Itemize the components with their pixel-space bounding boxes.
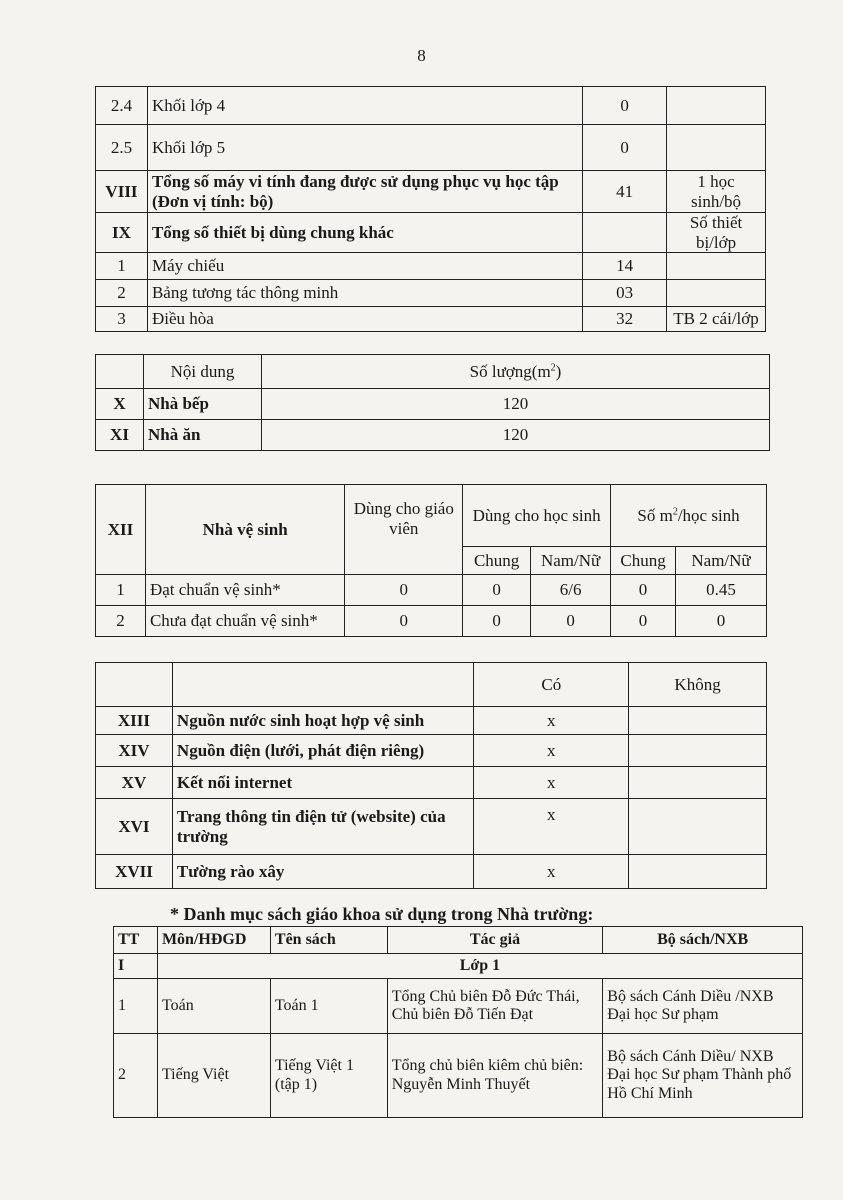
cell-no [629, 735, 767, 767]
row-value: 14 [583, 253, 667, 280]
per-student-suffix: /học sinh [677, 505, 740, 525]
header-title: Nhà vệ sinh [145, 485, 344, 575]
row-number: XIV [96, 735, 173, 767]
row-label: Nhà ăn [144, 420, 262, 451]
row-label: Bảng tương tác thông minh [147, 280, 582, 307]
header-no: Không [629, 663, 767, 707]
row-value: 03 [583, 280, 667, 307]
row-note: 1 học sinh/bộ [667, 171, 766, 213]
header-per-student [611, 485, 767, 547]
cell-per-gender: 0 [676, 606, 767, 637]
facility-table [95, 662, 767, 889]
page-number: 8 [417, 46, 426, 65]
row-value: 41 [583, 171, 667, 213]
row-number: X [96, 389, 144, 420]
sub-gender: Nam/Nữ [531, 547, 611, 575]
table-row [96, 799, 767, 855]
cell-author: Tổng chủ biên kiêm chủ biên: Nguyễn Minh Thuyết [387, 1034, 603, 1118]
row-number: 1 [96, 253, 148, 280]
row-label: Nguồn nước sinh hoạt hợp vệ sinh [172, 707, 474, 735]
group-number: I [114, 954, 158, 979]
cell-student-gender: 6/6 [531, 575, 611, 606]
col-header: TT [114, 927, 158, 954]
row-number: 2.4 [96, 87, 148, 125]
toilet-table [95, 484, 767, 637]
header-teachers: Dùng cho giáo viên [345, 485, 463, 575]
textbook-heading: * Danh mục sách giáo khoa sử dụng trong Nhà trường: [170, 904, 594, 924]
cell-no [629, 707, 767, 735]
row-note [667, 280, 766, 307]
table-row [96, 389, 770, 420]
row-label: Kết nối internet [172, 767, 474, 799]
cell-teacher: 0 [345, 606, 463, 637]
row-number: VIII [96, 171, 148, 213]
row-label: Tường rào xây [172, 855, 474, 889]
header-label [172, 663, 474, 707]
sub-common: Chung [463, 547, 531, 575]
col-header: Môn/HĐGD [157, 927, 270, 954]
header-quantity-sup: 2 [550, 362, 556, 374]
cell-student-common: 0 [463, 606, 531, 637]
cell-subject: Toán [157, 979, 270, 1034]
row-label: Tổng số thiết bị dùng chung khác [147, 213, 582, 253]
row-number: 1 [114, 979, 158, 1034]
per-student-sup: 2 [672, 506, 678, 518]
cell-no [629, 767, 767, 799]
table-row [96, 307, 766, 332]
header-students: Dùng cho học sinh [463, 485, 611, 547]
col-header: Tác giả [387, 927, 603, 954]
table-row [96, 575, 767, 606]
row-label: Máy chiếu [147, 253, 582, 280]
table-row [96, 707, 767, 735]
header-quantity-text: Số lượng(m [469, 361, 551, 381]
row-value [583, 213, 667, 253]
textbook-table [113, 926, 803, 1118]
cell-yes: x [474, 767, 629, 799]
table-row [96, 125, 766, 171]
sub-gender: Nam/Nữ [676, 547, 767, 575]
row-note: Số thiết bị/lớp [667, 213, 766, 253]
table-row [96, 253, 766, 280]
table-header-row [114, 927, 803, 954]
table-row [114, 1034, 803, 1118]
cell-yes: x [474, 735, 629, 767]
cell-student-common: 0 [463, 575, 531, 606]
header-quantity-close: ) [555, 361, 562, 381]
row-label: Nguồn điện (lưới, phát điện riêng) [172, 735, 474, 767]
row-number: 2 [96, 280, 148, 307]
row-number: 2 [114, 1034, 158, 1118]
row-label: Đạt chuẩn vệ sinh* [145, 575, 344, 606]
row-number: XIII [96, 707, 173, 735]
row-value: 120 [262, 420, 770, 451]
row-label: Chưa đạt chuẩn vệ sinh* [145, 606, 344, 637]
header-quantity [262, 355, 770, 389]
table-row [96, 855, 767, 889]
row-value: 32 [583, 307, 667, 332]
table-row [96, 87, 766, 125]
row-note [667, 87, 766, 125]
cell-teacher: 0 [345, 575, 463, 606]
cell-author: Tổng Chủ biên Đỗ Đức Thái, Chủ biên Đỗ Tiến Đạt [387, 979, 603, 1034]
row-label: Điều hòa [147, 307, 582, 332]
row-label: Nhà bếp [144, 389, 262, 420]
table-header-row [96, 355, 770, 389]
row-number: XVII [96, 855, 173, 889]
row-number: 1 [96, 575, 146, 606]
row-note [667, 253, 766, 280]
row-value: 0 [583, 87, 667, 125]
cell-book: Toán 1 [270, 979, 387, 1034]
group-label: Lớp 1 [157, 954, 802, 979]
header-content: Nội dung [144, 355, 262, 389]
table-row [96, 735, 767, 767]
row-number: XV [96, 767, 173, 799]
cell-no [629, 855, 767, 889]
table-row [114, 979, 803, 1034]
table-header-row [96, 663, 767, 707]
equipment-table [95, 86, 766, 332]
cell-yes: x [474, 855, 629, 889]
group-row [114, 954, 803, 979]
col-header: Tên sách [270, 927, 387, 954]
row-number: 2 [96, 606, 146, 637]
table-row [96, 171, 766, 213]
header-num: XII [96, 485, 146, 575]
row-number: 2.5 [96, 125, 148, 171]
row-label: Khối lớp 5 [147, 125, 582, 171]
row-label: Trang thông tin điện tử (website) của trường [172, 799, 474, 855]
cell-subject: Tiếng Việt [157, 1034, 270, 1118]
header-yes: Có [474, 663, 629, 707]
table-row [96, 213, 766, 253]
row-label: Khối lớp 4 [147, 87, 582, 125]
cell-per-common: 0 [611, 575, 676, 606]
row-number: XI [96, 420, 144, 451]
row-label: Tổng số máy vi tính đang được sử dụng phục vụ học tập (Đơn vị tính: bộ) [147, 171, 582, 213]
table-row [96, 280, 766, 307]
table-header-row [96, 485, 767, 547]
cell-student-gender: 0 [531, 606, 611, 637]
row-number: 3 [96, 307, 148, 332]
cell-per-common: 0 [611, 606, 676, 637]
row-number: XVI [96, 799, 173, 855]
col-header: Bộ sách/NXB [603, 927, 803, 954]
table-row [96, 606, 767, 637]
row-note [667, 125, 766, 171]
row-value: 120 [262, 389, 770, 420]
header-num [96, 355, 144, 389]
cell-publisher: Bộ sách Cánh Diều /NXB Đại học Sư phạm [603, 979, 803, 1034]
table-row [96, 767, 767, 799]
cell-publisher: Bộ sách Cánh Diều/ NXB Đại học Sư phạm Thành phố Hồ Chí Minh [603, 1034, 803, 1118]
cell-yes: x [474, 707, 629, 735]
row-note: TB 2 cái/lớp [667, 307, 766, 332]
table-row [96, 420, 770, 451]
per-student-prefix: Số m [637, 505, 673, 525]
sub-common: Chung [611, 547, 676, 575]
cell-per-gender: 0.45 [676, 575, 767, 606]
header-num [96, 663, 173, 707]
area-table [95, 354, 770, 451]
cell-no [629, 799, 767, 855]
row-value: 0 [583, 125, 667, 171]
cell-book: Tiếng Việt 1 (tập 1) [270, 1034, 387, 1118]
cell-yes: x [474, 799, 629, 855]
row-number: IX [96, 213, 148, 253]
